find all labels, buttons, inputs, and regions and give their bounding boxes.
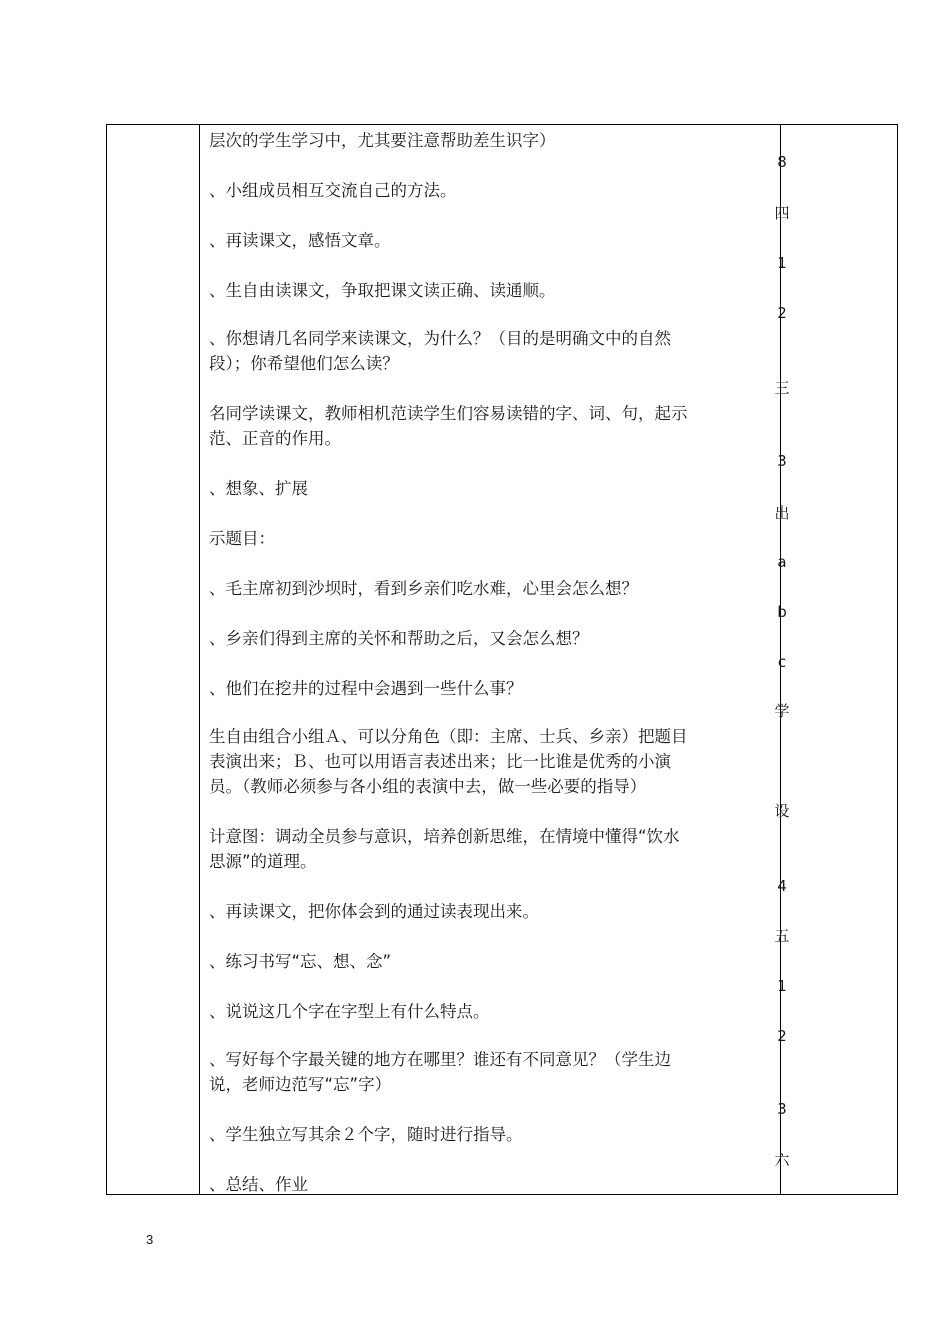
content-line: 、学生独立写其余２个字，随时进行指导。: [209, 1125, 523, 1144]
content-line: 、再读课文，把你体会到的通过读表现出来。: [209, 902, 539, 921]
content-line: 、写好每个字最关键的地方在哪里？谁还有不同意见？（学生边: [209, 1050, 671, 1069]
content-line: 、他们在挖井的过程中会遇到一些什么事？: [209, 679, 523, 698]
side-label: 2: [777, 304, 787, 322]
side-label: 六: [774, 1151, 790, 1169]
side-label: 3: [777, 452, 787, 470]
side-label: a: [777, 553, 787, 571]
content-line: 、说说这几个字在字型上有什么特点。: [209, 1002, 490, 1021]
side-label: 设: [774, 802, 790, 820]
content-line: 示题目：: [209, 529, 275, 548]
side-label: 1: [777, 254, 787, 272]
content-line: 、再读课文，感悟文章。: [209, 231, 391, 250]
side-label: c: [777, 653, 787, 671]
content-line: 名同学读课文，教师相机范读学生们容易读错的字、词、句，起示: [209, 404, 688, 423]
side-label: 4: [777, 877, 787, 895]
side-label: 2: [777, 1027, 787, 1045]
content-line: 、总结、作业: [209, 1175, 308, 1194]
side-label: b: [777, 603, 787, 621]
side-label: 出: [774, 504, 790, 522]
content-line: 、毛主席初到沙坝时，看到乡亲们吃水难，心里会怎么想？: [209, 579, 638, 598]
content-line: 层次的学生学习中，尤其要注意帮助差生识字）: [209, 131, 556, 150]
content-line: 、你想请几名同学来读课文，为什么？（目的是明确文中的自然: [209, 329, 671, 348]
content-line: 段）；你希望他们怎么读？: [209, 354, 399, 373]
content-line: 表演出来；Ｂ、也可以用语言表述出来；比一比谁是优秀的小演: [209, 752, 671, 771]
table-divider-left: [199, 125, 200, 1194]
content-line: 说，老师边范写“忘”字）: [209, 1075, 392, 1094]
content-line: 、乡亲们得到主席的关怀和帮助之后，又会怎么想？: [209, 629, 589, 648]
content-line: 、练习书写“忘、想、念”: [209, 952, 392, 971]
side-label: 1: [777, 977, 787, 995]
content-line: 员。（教师必须参与各小组的表演中去，做一些必要的指导）: [209, 777, 647, 796]
side-label: 8: [777, 153, 787, 171]
content-line: 计意图：调动全员参与意识，培养创新思维，在情境中懂得“饮水: [209, 827, 680, 846]
content-line: 思源”的道理。: [209, 852, 317, 871]
content-line: 范、正音的作用。: [209, 429, 341, 448]
page-number: 3: [146, 1232, 154, 1247]
side-label: 四: [774, 204, 790, 222]
side-label: 学: [774, 702, 790, 720]
side-label: 五: [774, 927, 790, 945]
content-line: 、生自由读课文，争取把课文读正确、读通顺。: [209, 281, 556, 300]
content-line: 生自由组合小组Ａ、可以分角色（即：主席、士兵、乡亲）把题目: [209, 727, 688, 746]
content-line: 、小组成员相互交流自己的方法。: [209, 181, 457, 200]
side-label: 三: [774, 379, 790, 397]
content-line: 、想象、扩展: [209, 479, 308, 498]
side-label: 3: [777, 1100, 787, 1118]
